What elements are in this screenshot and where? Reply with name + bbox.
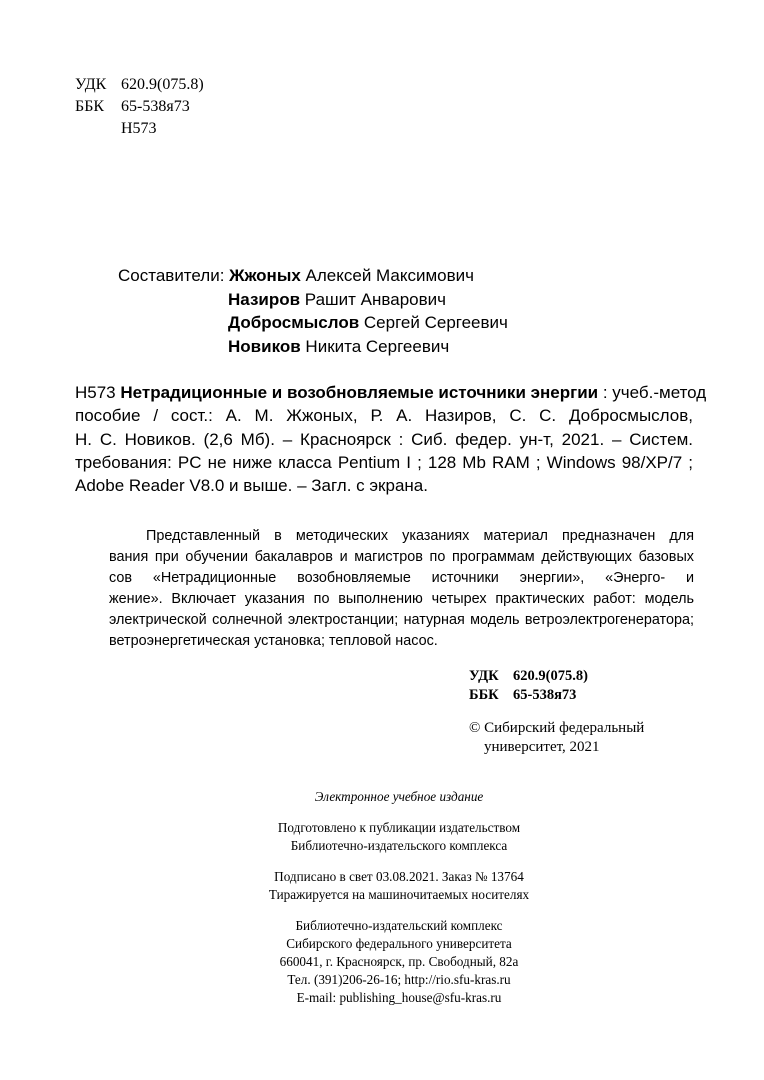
biblio-line1-rest: : учеб.-метод	[598, 383, 707, 402]
annotation-line: ветроэнергетическая установка; тепловой насос.	[109, 633, 438, 649]
bbk-line	[75, 96, 204, 118]
annotation-line: вания при обучении бакалавров и магистров по программам действующих базовых	[109, 549, 694, 565]
classification-block-bottom	[469, 667, 588, 705]
biblio-line: Н. С. Новиков. (2,6 Мб). – Красноярск : Сиб. федер. ун-т, 2021. – Систем.	[75, 429, 693, 449]
imprint-line: Подготовлено к публикации издательством	[277, 820, 521, 835]
compiler-surname: Новиков	[228, 336, 301, 356]
udk-line	[75, 74, 204, 96]
udk-line	[469, 667, 588, 686]
edition-type: Электронное учебное издание	[314, 789, 484, 804]
biblio-line	[75, 381, 707, 404]
biblio-line: Adobe Reader V8.0 и выше. – Загл. с экрана.	[75, 476, 428, 496]
compiler-surname: Жжоных	[229, 266, 301, 285]
book-title: Нетрадиционные и возобновляемые источники энергии	[120, 383, 599, 402]
compiler-name: Сергей Сергеевич	[363, 313, 508, 332]
imprint-line: Библиотечно-издательский комплекс	[295, 918, 503, 933]
bbk-value: 65-538я73	[513, 687, 577, 703]
bibliographic-record	[75, 381, 707, 497]
compiler-line	[118, 288, 508, 312]
annotation-line: жение». Включает указания по выполнению четырех практических работ: модель	[109, 591, 694, 607]
compilers-label: Составители:	[118, 266, 225, 285]
compiler-surname: Добросмыслов	[228, 313, 360, 332]
copyright-block	[469, 719, 644, 757]
biblio-line: требования: PC не ниже класса Pentium I ; 128 Mb RAM ; Windows 98/XP/7 ;	[75, 452, 693, 472]
compilers-block	[118, 264, 508, 358]
imprint-line: Библиотечно-издательского комплекса	[290, 838, 508, 853]
compiler-line	[118, 264, 508, 288]
copyright-line: университет, 2021	[484, 739, 600, 755]
compiler-surname: Назиров	[228, 289, 301, 309]
bbk-value: 65-538я73	[121, 98, 190, 115]
compiler-line	[118, 311, 508, 335]
biblio-line: пособие / сост.: А. М. Жжоных, Р. А. Назиров, С. С. Добросмыслов,	[75, 406, 693, 426]
imprint-line: Тиражируется на машиночитаемых носителях	[268, 887, 530, 902]
imprint-line: E-mail: publishing_house@sfu-kras.ru	[296, 990, 502, 1005]
imprint-block	[0, 788, 764, 1007]
bbk-label: ББК	[469, 687, 499, 703]
annotation-line: Представленный в методических указаниях материал предназначен для	[146, 528, 694, 544]
classification-block-top	[75, 74, 204, 140]
copyright-line: © Сибирский федеральный	[469, 720, 645, 736]
compiler-line	[118, 335, 508, 359]
compiler-name: Никита Сергеевич	[305, 336, 450, 356]
compiler-name: Алексей Максимович	[305, 266, 475, 285]
biblio-mark: Н573	[75, 383, 116, 402]
udk-label: УДК	[75, 76, 107, 93]
udk-value: 620.9(075.8)	[121, 76, 204, 93]
bbk-line	[469, 686, 588, 705]
imprint-line: Подписано в свет 03.08.2021. Заказ № 13764	[274, 869, 524, 884]
udk-label: УДК	[469, 668, 499, 684]
annotation-line: сов «Нетрадиционные возобновляемые источники энергии», «Энерго- и	[109, 570, 694, 586]
annotation-line: электрической солнечной электростанции; натурная модель ветроэлектрогенератора;	[109, 612, 694, 628]
compiler-name: Рашит Анварович	[304, 289, 446, 309]
imprint-line: Тел. (391)206-26-16; http://rio.sfu-kras.ru	[287, 972, 511, 987]
author-mark: Н573	[121, 120, 157, 137]
imprint-line: 660041, г. Красноярск, пр. Свободный, 82а	[279, 954, 519, 969]
imprint-line: Сибирского федерального университета	[286, 936, 512, 951]
udk-value: 620.9(075.8)	[513, 668, 588, 684]
annotation	[109, 526, 694, 652]
bbk-label: ББК	[75, 98, 105, 115]
